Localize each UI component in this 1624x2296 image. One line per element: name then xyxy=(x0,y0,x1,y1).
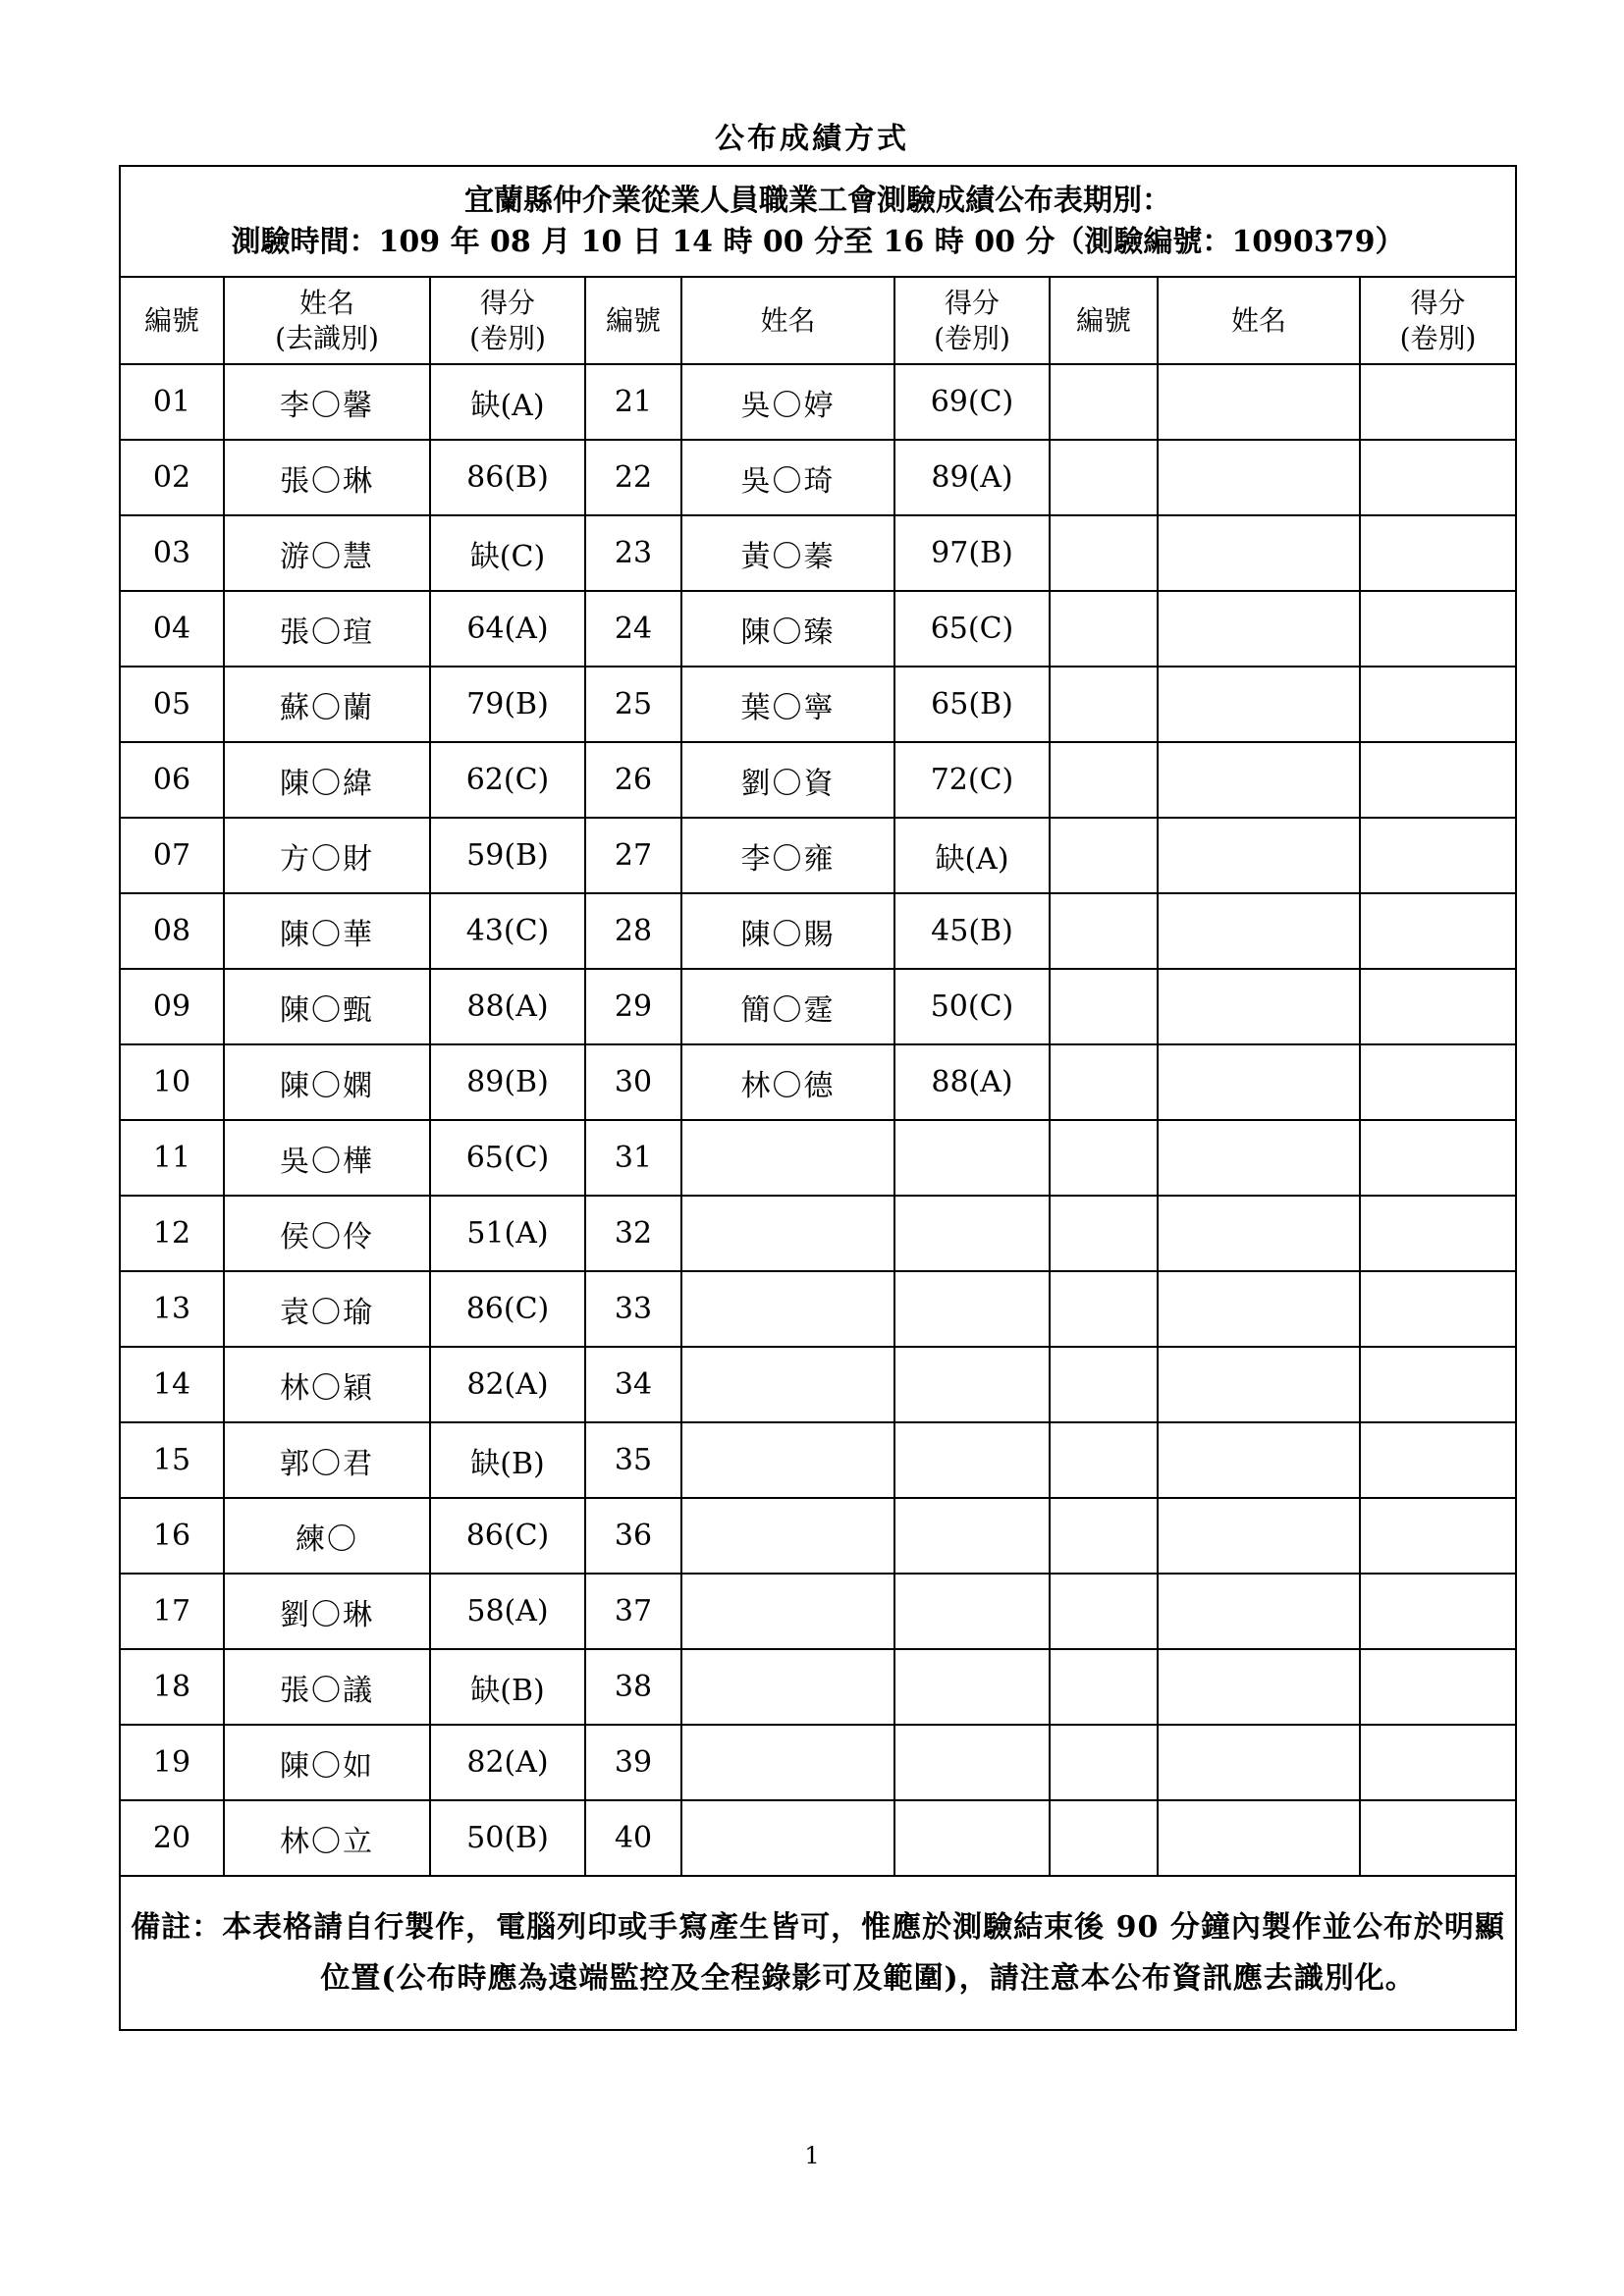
cell-score-2: 65(B) xyxy=(894,667,1050,742)
table-row xyxy=(120,1120,1516,1196)
cell-score-2: 缺(A) xyxy=(894,818,1050,893)
cell-score-2: 89(A) xyxy=(894,440,1050,515)
cell-name-1: 陳〇如 xyxy=(224,1725,430,1800)
empty-cell xyxy=(1360,818,1516,893)
cell-name-2: 劉〇資 xyxy=(681,742,894,818)
cell-no-1: 08 xyxy=(120,893,224,969)
cell-score-2: 50(C) xyxy=(894,969,1050,1044)
cell-no-1: 20 xyxy=(120,1800,224,1876)
cell-name-1: 張〇議 xyxy=(224,1649,430,1725)
empty-cell xyxy=(1158,440,1360,515)
col-head-score-1 xyxy=(430,277,585,364)
cell-no-2: 28 xyxy=(585,893,681,969)
table-row xyxy=(120,515,1516,591)
empty-cell xyxy=(1360,1044,1516,1120)
empty-cell xyxy=(1360,1498,1516,1574)
table-row xyxy=(120,1044,1516,1120)
empty-cell xyxy=(1360,893,1516,969)
cell-score-2 xyxy=(894,1196,1050,1271)
cell-name-1: 郭〇君 xyxy=(224,1422,430,1498)
cell-score-1: 58(A) xyxy=(430,1574,585,1649)
cell-no-2: 36 xyxy=(585,1498,681,1574)
empty-cell xyxy=(1158,1422,1360,1498)
empty-cell xyxy=(1050,1422,1158,1498)
empty-cell xyxy=(1360,1120,1516,1196)
col-head-name-1 xyxy=(224,277,430,364)
page-title: 公布成績方式 xyxy=(715,122,909,156)
cell-name-2: 簡〇霆 xyxy=(681,969,894,1044)
cell-no-1: 11 xyxy=(120,1120,224,1196)
table-row xyxy=(120,1422,1516,1498)
cell-no-2: 38 xyxy=(585,1649,681,1725)
col-head-score-2 xyxy=(894,277,1050,364)
col-head-name-top: 姓名 xyxy=(298,286,354,319)
cell-name-1: 張〇瑄 xyxy=(224,591,430,667)
cell-name-2 xyxy=(681,1271,894,1347)
cell-name-2 xyxy=(681,1498,894,1574)
cell-name-2: 林〇德 xyxy=(681,1044,894,1120)
empty-cell xyxy=(1360,1800,1516,1876)
header-line-1: 宜蘭縣仲介業從業人員職業工會測驗成績公布表期別： xyxy=(464,183,1171,218)
cell-name-2: 陳〇賜 xyxy=(681,893,894,969)
cell-no-1: 06 xyxy=(120,742,224,818)
empty-cell xyxy=(1360,1422,1516,1498)
note-cell xyxy=(120,1876,1516,2030)
cell-score-2 xyxy=(894,1649,1050,1725)
empty-cell xyxy=(1360,1574,1516,1649)
cell-name-1: 侯〇伶 xyxy=(224,1196,430,1271)
cell-score-1: 86(C) xyxy=(430,1271,585,1347)
cell-score-1: 43(C) xyxy=(430,893,585,969)
cell-name-1: 練〇 xyxy=(224,1498,430,1574)
col-head-score-bottom: (卷別) xyxy=(469,321,546,354)
note-row xyxy=(120,1876,1516,2030)
table-row xyxy=(120,667,1516,742)
cell-name-2 xyxy=(681,1120,894,1196)
empty-cell xyxy=(1158,1800,1360,1876)
cell-no-1: 01 xyxy=(120,364,224,440)
cell-name-2 xyxy=(681,1649,894,1725)
cell-name-2: 葉〇寧 xyxy=(681,667,894,742)
empty-cell xyxy=(1158,893,1360,969)
empty-cell xyxy=(1360,969,1516,1044)
table-header-row xyxy=(120,166,1516,277)
empty-cell xyxy=(1050,364,1158,440)
empty-cell xyxy=(1050,440,1158,515)
cell-no-2: 34 xyxy=(585,1347,681,1422)
empty-cell xyxy=(1360,1196,1516,1271)
cell-no-1: 18 xyxy=(120,1649,224,1725)
cell-name-2 xyxy=(681,1422,894,1498)
cell-name-1: 游〇慧 xyxy=(224,515,430,591)
cell-no-1: 19 xyxy=(120,1725,224,1800)
cell-score-1: 51(A) xyxy=(430,1196,585,1271)
cell-score-2: 45(B) xyxy=(894,893,1050,969)
cell-score-1: 50(B) xyxy=(430,1800,585,1876)
empty-cell xyxy=(1158,1196,1360,1271)
empty-cell xyxy=(1158,1498,1360,1574)
cell-score-2 xyxy=(894,1574,1050,1649)
cell-no-2: 35 xyxy=(585,1422,681,1498)
cell-score-2 xyxy=(894,1422,1050,1498)
cell-score-1: 82(A) xyxy=(430,1347,585,1422)
cell-name-1: 方〇財 xyxy=(224,818,430,893)
cell-no-2: 37 xyxy=(585,1574,681,1649)
empty-cell xyxy=(1050,1574,1158,1649)
empty-cell xyxy=(1360,1271,1516,1347)
cell-no-1: 15 xyxy=(120,1422,224,1498)
col-head-score-top: 得分 xyxy=(479,286,535,319)
cell-score-2: 88(A) xyxy=(894,1044,1050,1120)
empty-cell xyxy=(1050,515,1158,591)
cell-no-1: 03 xyxy=(120,515,224,591)
cell-name-1: 張〇琳 xyxy=(224,440,430,515)
cell-name-1: 林〇立 xyxy=(224,1800,430,1876)
cell-no-2: 33 xyxy=(585,1271,681,1347)
header-line-2: 測驗時間：109 年 08 月 10 日 14 時 00 分至 16 時 00 分（測驗編號：1090379） xyxy=(231,224,1405,259)
empty-cell xyxy=(1050,667,1158,742)
cell-no-2: 27 xyxy=(585,818,681,893)
table-row xyxy=(120,818,1516,893)
cell-name-1: 陳〇華 xyxy=(224,893,430,969)
empty-cell xyxy=(1158,515,1360,591)
cell-score-2 xyxy=(894,1800,1050,1876)
cell-no-1: 17 xyxy=(120,1574,224,1649)
cell-score-2: 65(C) xyxy=(894,591,1050,667)
cell-no-2: 25 xyxy=(585,667,681,742)
cell-name-2 xyxy=(681,1725,894,1800)
empty-cell xyxy=(1158,1574,1360,1649)
col-head-score2-bottom: (卷別) xyxy=(934,321,1010,354)
empty-cell xyxy=(1158,1120,1360,1196)
cell-no-1: 09 xyxy=(120,969,224,1044)
cell-no-1: 02 xyxy=(120,440,224,515)
cell-score-2 xyxy=(894,1271,1050,1347)
empty-cell xyxy=(1050,1044,1158,1120)
cell-name-2: 吳〇婷 xyxy=(681,364,894,440)
cell-name-1: 陳〇甄 xyxy=(224,969,430,1044)
cell-name-2: 陳〇臻 xyxy=(681,591,894,667)
cell-name-2: 吳〇琦 xyxy=(681,440,894,515)
table-row xyxy=(120,1725,1516,1800)
table-row xyxy=(120,440,1516,515)
cell-score-1: 缺(B) xyxy=(430,1649,585,1725)
cell-score-1: 缺(B) xyxy=(430,1422,585,1498)
empty-cell xyxy=(1050,893,1158,969)
empty-cell xyxy=(1158,364,1360,440)
table-row xyxy=(120,893,1516,969)
col-head-score-3 xyxy=(1360,277,1516,364)
empty-cell xyxy=(1050,591,1158,667)
table-row xyxy=(120,1347,1516,1422)
cell-name-1: 李〇馨 xyxy=(224,364,430,440)
note-wrap xyxy=(121,1902,1515,2004)
cell-no-2: 32 xyxy=(585,1196,681,1271)
cell-score-1: 89(B) xyxy=(430,1044,585,1120)
cell-score-1: 缺(C) xyxy=(430,515,585,591)
cell-score-2: 72(C) xyxy=(894,742,1050,818)
empty-cell xyxy=(1158,591,1360,667)
cell-no-1: 07 xyxy=(120,818,224,893)
empty-cell xyxy=(1360,364,1516,440)
cell-name-2: 李〇雍 xyxy=(681,818,894,893)
col-head-name-3: 姓名 xyxy=(1158,277,1360,364)
cell-score-1: 65(C) xyxy=(430,1120,585,1196)
col-head-score2-top: 得分 xyxy=(944,286,1000,319)
table-row xyxy=(120,1574,1516,1649)
cell-no-2: 40 xyxy=(585,1800,681,1876)
cell-no-2: 26 xyxy=(585,742,681,818)
table-row xyxy=(120,1196,1516,1271)
empty-cell xyxy=(1360,440,1516,515)
table-row xyxy=(120,1649,1516,1725)
empty-cell xyxy=(1360,1725,1516,1800)
cell-score-1: 88(A) xyxy=(430,969,585,1044)
empty-cell xyxy=(1158,1044,1360,1120)
cell-name-1: 劉〇琳 xyxy=(224,1574,430,1649)
cell-name-1: 林〇穎 xyxy=(224,1347,430,1422)
cell-no-1: 12 xyxy=(120,1196,224,1271)
cell-score-2 xyxy=(894,1120,1050,1196)
empty-cell xyxy=(1050,818,1158,893)
col-head-name-bottom: (去識別) xyxy=(275,321,379,354)
table-row xyxy=(120,742,1516,818)
empty-cell xyxy=(1158,1347,1360,1422)
empty-cell xyxy=(1360,1649,1516,1725)
cell-score-1: 59(B) xyxy=(430,818,585,893)
note-text: 本表格請自行製作，電腦列印或手寫產生皆可，惟應於測驗結束後 90 分鐘內製作並公布於明顯位置(公布時應為遠端監控及全程錄影可及範圍)，請注意本公布資訊應去識別化。 xyxy=(222,1909,1505,1996)
empty-cell xyxy=(1158,742,1360,818)
cell-name-1: 陳〇緯 xyxy=(224,742,430,818)
col-head-name-2: 姓名 xyxy=(681,277,894,364)
empty-cell xyxy=(1050,1725,1158,1800)
empty-cell xyxy=(1158,667,1360,742)
empty-cell xyxy=(1050,742,1158,818)
empty-cell xyxy=(1360,515,1516,591)
table-row xyxy=(120,364,1516,440)
cell-score-1: 62(C) xyxy=(430,742,585,818)
cell-score-1: 86(B) xyxy=(430,440,585,515)
cell-name-1: 吳〇樺 xyxy=(224,1120,430,1196)
empty-cell xyxy=(1360,742,1516,818)
cell-no-1: 05 xyxy=(120,667,224,742)
cell-score-1: 缺(A) xyxy=(430,364,585,440)
table-row xyxy=(120,1800,1516,1876)
empty-cell xyxy=(1050,1120,1158,1196)
cell-score-2 xyxy=(894,1498,1050,1574)
cell-no-1: 16 xyxy=(120,1498,224,1574)
cell-score-2 xyxy=(894,1347,1050,1422)
cell-name-2 xyxy=(681,1574,894,1649)
empty-cell xyxy=(1050,1347,1158,1422)
cell-score-2: 69(C) xyxy=(894,364,1050,440)
empty-cell xyxy=(1050,969,1158,1044)
cell-name-2 xyxy=(681,1347,894,1422)
cell-no-1: 13 xyxy=(120,1271,224,1347)
table-row xyxy=(120,1271,1516,1347)
table-row xyxy=(120,1498,1516,1574)
empty-cell xyxy=(1360,667,1516,742)
cell-no-1: 04 xyxy=(120,591,224,667)
cell-score-1: 79(B) xyxy=(430,667,585,742)
empty-cell xyxy=(1158,1649,1360,1725)
cell-score-1: 64(A) xyxy=(430,591,585,667)
cell-no-2: 21 xyxy=(585,364,681,440)
score-table xyxy=(119,165,1517,2031)
page-number: 1 xyxy=(804,2142,820,2169)
cell-no-1: 14 xyxy=(120,1347,224,1422)
col-head-no-2: 編號 xyxy=(585,277,681,364)
table-row xyxy=(120,969,1516,1044)
empty-cell xyxy=(1158,818,1360,893)
empty-cell xyxy=(1360,591,1516,667)
cell-score-2: 97(B) xyxy=(894,515,1050,591)
cell-score-1: 86(C) xyxy=(430,1498,585,1574)
cell-score-2 xyxy=(894,1725,1050,1800)
empty-cell xyxy=(1050,1649,1158,1725)
empty-cell xyxy=(1360,1347,1516,1422)
cell-no-2: 39 xyxy=(585,1725,681,1800)
col-head-score3-top: 得分 xyxy=(1410,286,1466,319)
cell-score-1: 82(A) xyxy=(430,1725,585,1800)
col-head-score3-bottom: (卷別) xyxy=(1399,321,1477,354)
empty-cell xyxy=(1050,1498,1158,1574)
table-header xyxy=(120,166,1516,277)
cell-name-2 xyxy=(681,1196,894,1271)
cell-no-1: 10 xyxy=(120,1044,224,1120)
cell-name-2 xyxy=(681,1800,894,1876)
note-label: 備註： xyxy=(131,1909,223,1945)
column-header-row xyxy=(120,277,1516,364)
table-row xyxy=(120,591,1516,667)
empty-cell xyxy=(1158,1725,1360,1800)
cell-name-1: 蘇〇蘭 xyxy=(224,667,430,742)
cell-name-1: 陳〇嫻 xyxy=(224,1044,430,1120)
cell-no-2: 31 xyxy=(585,1120,681,1196)
empty-cell xyxy=(1050,1196,1158,1271)
empty-cell xyxy=(1158,1271,1360,1347)
cell-no-2: 24 xyxy=(585,591,681,667)
cell-no-2: 22 xyxy=(585,440,681,515)
empty-cell xyxy=(1158,969,1360,1044)
empty-cell xyxy=(1050,1800,1158,1876)
cell-no-2: 29 xyxy=(585,969,681,1044)
empty-cell xyxy=(1050,1271,1158,1347)
col-head-no-1: 編號 xyxy=(120,277,224,364)
cell-name-2: 黃〇蓁 xyxy=(681,515,894,591)
cell-no-2: 23 xyxy=(585,515,681,591)
col-head-no-3: 編號 xyxy=(1050,277,1158,364)
cell-no-2: 30 xyxy=(585,1044,681,1120)
cell-name-1: 袁〇瑜 xyxy=(224,1271,430,1347)
